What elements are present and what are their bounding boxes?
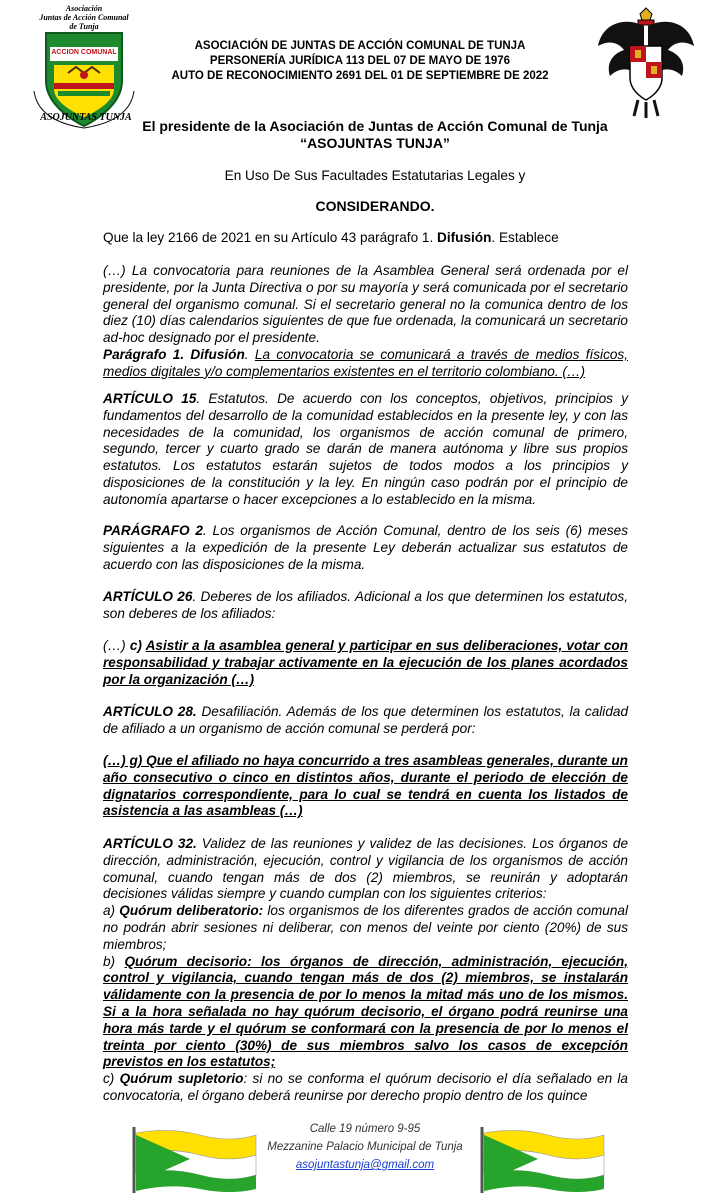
- articulo32-paragraph: [103, 836, 628, 1105]
- articulo26-c-letter: c): [129, 638, 146, 653]
- logo-arc-text: ASOJUNTAS TUNJA: [40, 112, 132, 123]
- asojuntas-logo: [18, 4, 150, 130]
- law-reference-text: Que la ley 2166 de 2021 en su Artículo 43 parágrafo 1.: [103, 230, 438, 245]
- paragrafo1-text: La convocatoria se comunicará a través de medios físicos, medios digitales y/o complementarios existentes en el territorio colombiano. (…): [103, 346, 628, 379]
- logo-banner-text: ACCION COMUNAL: [51, 49, 117, 56]
- articulo32-label: ARTÍCULO 32.: [103, 836, 197, 851]
- articulo26-paragraph: [103, 589, 628, 623]
- articulo15-text: . Estatutos. De acuerdo con los conceptos, objetivos, principios y fundamentos del desarrollo de la comunidad establecidos en la presente ley, y con las necesidades de la comunidad, los organismos de acción comunal de primero, segundo, tercer y cuarto grado se darán de manera autónoma y libre sus propios estatutos. Los estatutos estarán sujetos de todos modos a los principios y disposiciones de la constitución y la ley. En ningún caso podrán por el principio de autonomía apartarse o hacer excepciones a lo establecido en la misma.: [103, 391, 628, 507]
- considerando-heading: CONSIDERANDO.: [315, 198, 435, 214]
- item-b-text: Quórum decisorio: los órganos de dirección, administración, ejecución, control y vigilancia, cuando tengan más de dos (2) miembros, se instalarán válidamente con la presencia de por lo menos la mitad más uno de los mismos. Si a la hora señalada no hay quórum decisorio, el órgano podrá reunirse una hora más tarde y el quórum se conformará con la presencia de por lo menos el treinta por ciento (30%) de sus miembros salvo los casos de excepción previstos en los estatutos;: [103, 953, 628, 1070]
- articulo28-text: Desafiliación. Además de los que determinen los estatutos, la calidad de afiliado a un organismo de acción comunal se perderá por:: [103, 704, 629, 736]
- articulo28-g-text: (…) g) Que el afiliado no haya concurrido a tres asambleas generales, durante un año consecutivo o cinco en distintos años, durante el periodo de elección de dignatarios correspondiente, para lo cual se tendrá en cuenta los listados de asistencia a las asambleas (…): [103, 753, 628, 819]
- header-legal-personality: PERSONERÍA JURÍDICA 113 DEL 07 DE MAYO DE 1976: [209, 55, 511, 67]
- footer-address: Calle 19 número 9-95: [309, 1123, 421, 1135]
- logo-caption-line1: Asociación: [65, 4, 103, 13]
- header-association-name: ASOCIACIÓN DE JUNTAS DE ACCIÓN COMUNAL DE TUNJA: [194, 40, 526, 52]
- footer-email-link[interactable]: asojuntastunja@gmail.com: [295, 1159, 435, 1171]
- item-a-label: Quórum deliberatorio:: [119, 903, 264, 919]
- paragrafo1-dot: .: [244, 346, 255, 362]
- articulo26-c-ellipsis: (…): [103, 638, 130, 653]
- law-reference-tail: . Establece: [491, 230, 559, 245]
- document-title-acronym: “ASOJUNTAS TUNJA”: [300, 135, 450, 151]
- law-reference-difusion: Difusión: [437, 230, 492, 245]
- paragrafo2-label: PARÁGRAFO 2: [103, 523, 203, 538]
- paragrafo1-label: Parágrafo 1. Difusión: [103, 346, 245, 362]
- item-a-prefix: a): [103, 903, 120, 919]
- articulo26-text: . Deberes de los afiliados. Adicional a los que determinen los estatutos, son deberes de los afiliados:: [103, 589, 628, 621]
- articulo28-paragraph: [103, 704, 628, 738]
- item-a-text: los organismos de los diferentes grados de acción comunal no podrán abrir sesiones ni deliberar, con menos del veinte por ciento (20%) de sus miembros;: [103, 903, 628, 952]
- tunja-coat-of-arms-icon: [594, 6, 698, 120]
- articulo28-item-g: [103, 753, 628, 820]
- articulo15-label: ARTÍCULO 15: [103, 391, 197, 406]
- item-c-label: Quórum supletorio: [119, 1071, 244, 1087]
- convocatoria-text: (…) La convocatoria para reuniones de la Asamblea General será ordenada por el presidente, por la Junta Directiva o por su mayoría y será comunicada por el secretario general del organismo comunal. Si el secretario general no la comunica dentro de los diez (10) días calendarios siguientes de que fue ordenada, la comunicará un secretario ad-hoc designado por el presidente.: [103, 263, 628, 346]
- item-c-text: : si no se conforma el quórum decisorio el día señalado en la convocatoria, el órgano deberá reunirse por derecho propio dentro de los quince: [103, 1071, 628, 1103]
- convocatoria-paragraph: [103, 263, 628, 381]
- item-b-prefix: b): [103, 953, 125, 969]
- faculties-line: En Uso De Sus Facultades Estatutarias Legales y: [224, 168, 526, 183]
- paragrafo2-text: . Los organismos de Acción Comunal, dentro de los seis (6) meses siguientes a la expedición de la presente Ley deberán actualizar sus estatutos de acuerdo con las disposiciones de la misma.: [103, 523, 629, 572]
- footer-location: Mezzanine Palacio Municipal de Tunja: [267, 1141, 463, 1153]
- law-reference-paragraph: [103, 230, 628, 247]
- document-title: El presidente de la Asociación de Juntas de Acción Comunal de Tunja: [142, 118, 608, 134]
- articulo32-text: Validez de las reuniones y validez de las decisiones. Los órganos de dirección, administración, ejecución, control y vigilancia de los organismos de acción comunal, cuando tengan más de dos (2) miembros, se reunirán y adoptarán decisiones válidas siempre y cuando cumplan con los siguientes criterios:: [103, 836, 628, 902]
- paragrafo2-paragraph: [103, 523, 628, 573]
- articulo15-paragraph: [103, 391, 628, 509]
- logo-caption-line3: de Tunja: [69, 22, 99, 31]
- articulo26-label: ARTÍCULO 26: [103, 589, 193, 604]
- item-c-prefix: c): [103, 1071, 120, 1087]
- logo-caption-line2: Juntas de Acción Comunal: [39, 13, 129, 22]
- articulo26-item-c: [103, 638, 628, 688]
- articulo28-label: ARTÍCULO 28.: [103, 704, 197, 719]
- header-recognition-auto: AUTO DE RECONOCIMIENTO 2691 DEL 01 DE SEPTIEMBRE DE 2022: [171, 70, 549, 82]
- articulo26-c-text: Asistir a la asamblea general y participar en sus deliberaciones, votar con responsabilidad y trabajar activamente en la ejecución de los planes acordados por la organización (…): [103, 638, 628, 687]
